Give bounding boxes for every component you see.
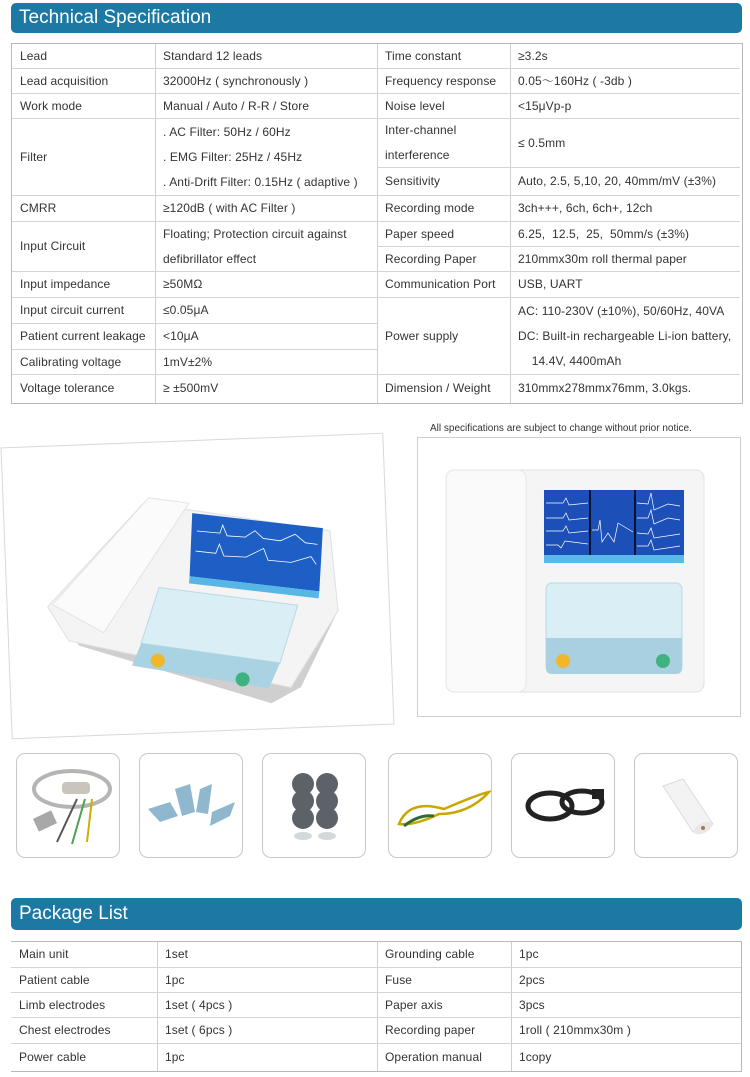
spec-label-line: Recording Paper bbox=[385, 251, 477, 266]
spec-label: Voltage tolerance bbox=[20, 381, 115, 395]
package-item: Power cable bbox=[19, 1049, 87, 1064]
package-item: Fuse bbox=[377, 968, 511, 993]
spec-value-line: . AC Filter: 50Hz / 60Hz bbox=[163, 124, 291, 139]
patient-cable-thumbnail bbox=[16, 753, 120, 858]
package-item: Operation manual bbox=[385, 1049, 482, 1064]
package-qty: 3pcs bbox=[511, 993, 741, 1018]
grounding-cable-thumbnail bbox=[388, 753, 492, 858]
spec-section-header bbox=[11, 3, 742, 33]
spec-label-line: Time constant bbox=[385, 48, 462, 63]
spec-value-line: ≤ 0.5mm bbox=[518, 135, 566, 150]
spec-label bbox=[377, 375, 510, 402]
spec-label-line: Dimension / Weight bbox=[385, 381, 491, 395]
spec-value-line: ≥50MΩ bbox=[163, 277, 203, 291]
spec-label-line: Frequency response bbox=[385, 73, 497, 88]
spec-value-line: ≥ ±500mV bbox=[163, 381, 219, 395]
spec-value bbox=[155, 272, 377, 298]
spec-label: Input circuit current bbox=[12, 298, 155, 324]
spec-value-line: 32000Hz ( synchronously ) bbox=[163, 73, 309, 88]
power-cable-icon bbox=[512, 754, 614, 857]
spec-value bbox=[155, 196, 377, 222]
spec-value bbox=[155, 375, 377, 402]
spec-disclaimer: All specifications are subject to change without prior notice. bbox=[430, 423, 692, 434]
spec-label-line: Inter-channel bbox=[385, 123, 457, 137]
package-qty: 1pc bbox=[511, 942, 741, 968]
spec-value-line: Manual / Auto / R-R / Store bbox=[163, 98, 310, 113]
spec-value-line: 14.4V, 4400mAh bbox=[518, 353, 622, 368]
spec-label bbox=[377, 298, 510, 375]
spec-label bbox=[377, 44, 510, 69]
spec-value bbox=[510, 247, 740, 272]
spec-value-line: 210mmx30m roll thermal paper bbox=[518, 251, 687, 266]
spec-value bbox=[155, 350, 377, 375]
spec-value bbox=[155, 222, 377, 272]
spec-label: Work mode bbox=[12, 94, 155, 119]
spec-label bbox=[377, 119, 510, 168]
spec-value-line: 6.25, 12.5, 25, 50mm/s (±3%) bbox=[518, 226, 690, 241]
spec-value-line: USB, UART bbox=[518, 277, 583, 291]
limb-electrodes-thumbnail bbox=[139, 753, 243, 858]
spec-value bbox=[155, 44, 377, 69]
spec-value bbox=[510, 94, 740, 119]
spec-label: Lead bbox=[12, 44, 155, 69]
package-item: Grounding cable bbox=[377, 942, 511, 968]
spec-label bbox=[377, 94, 510, 119]
chest-electrodes-icon bbox=[263, 754, 365, 857]
spec-value bbox=[510, 222, 740, 247]
spec-value-line: ≥3.2s bbox=[518, 48, 548, 63]
spec-value-line: . EMG Filter: 25Hz / 45Hz bbox=[163, 149, 303, 164]
spec-value bbox=[510, 272, 740, 298]
package-section-title: Package List bbox=[19, 903, 128, 924]
spec-value bbox=[155, 298, 377, 324]
spec-label: Lead acquisition bbox=[12, 69, 155, 94]
spec-label: Input Circuit bbox=[12, 222, 155, 272]
ecg-device-top-image bbox=[417, 437, 741, 717]
spec-label: Patient current leakage bbox=[12, 324, 155, 350]
grounding-cable-icon bbox=[389, 754, 491, 857]
spec-value bbox=[510, 196, 740, 222]
spec-value bbox=[510, 119, 740, 168]
spec-value-line: <10μA bbox=[163, 329, 199, 343]
package-qty: 1pc bbox=[165, 1049, 185, 1064]
package-qty: 1set ( 6pcs ) bbox=[157, 1018, 377, 1044]
spec-label-line: Power supply bbox=[385, 328, 459, 343]
spec-label bbox=[377, 168, 510, 196]
package-qty: 1set bbox=[157, 942, 377, 968]
spec-value-line: ≥120dB ( with AC Filter ) bbox=[163, 201, 296, 215]
spec-label: Input impedance bbox=[12, 272, 155, 298]
package-qty: 1copy bbox=[519, 1049, 552, 1064]
spec-value-line: ≤0.05μA bbox=[163, 303, 209, 317]
limb-electrodes-icon bbox=[140, 754, 242, 857]
spec-label-line: interference bbox=[385, 148, 450, 162]
spec-value bbox=[510, 168, 740, 196]
patient-cable-icon bbox=[17, 754, 119, 857]
package-item: Limb electrodes bbox=[11, 993, 157, 1018]
spec-label: Filter bbox=[12, 119, 155, 196]
spec-value-line: AC: 110-230V (±10%), 50/60Hz, 40VA bbox=[518, 303, 725, 318]
spec-value-line: 1mV±2% bbox=[163, 354, 213, 369]
package-qty: 1pc bbox=[157, 968, 377, 993]
spec-label-line: Sensitivity bbox=[385, 174, 441, 188]
package-item: Patient cable bbox=[11, 968, 157, 993]
spec-label-line: Paper speed bbox=[385, 226, 455, 241]
package-item: Recording paper bbox=[377, 1018, 511, 1044]
package-section-header bbox=[11, 898, 742, 930]
spec-label bbox=[377, 196, 510, 222]
spec-label-line: Noise level bbox=[385, 98, 445, 113]
spec-label: CMRR bbox=[12, 196, 155, 222]
spec-value-line: DC: Built-in rechargeable Li-ion battery, bbox=[518, 328, 732, 343]
power-cable-thumbnail bbox=[511, 753, 615, 858]
spec-value-line: . Anti-Drift Filter: 0.15Hz ( adaptive ) bbox=[163, 174, 358, 189]
spec-label-line: Communication Port bbox=[385, 277, 496, 291]
spec-table bbox=[11, 43, 743, 404]
spec-label bbox=[377, 247, 510, 272]
spec-value-line: 310mmx278mmx76mm, 3.0kgs. bbox=[518, 381, 692, 395]
spec-label bbox=[377, 222, 510, 247]
ecg-device-top-icon bbox=[418, 438, 740, 716]
recording-paper-thumbnail bbox=[634, 753, 738, 858]
package-item: Chest electrodes bbox=[11, 1018, 157, 1044]
spec-value bbox=[155, 119, 377, 196]
spec-value bbox=[510, 375, 740, 402]
paper-roll-icon bbox=[635, 754, 737, 857]
spec-value-line: 0.05～160Hz ( -3db ) bbox=[518, 73, 632, 88]
spec-value-line: 3ch+++, 6ch, 6ch+, 12ch bbox=[518, 201, 653, 215]
spec-value bbox=[155, 324, 377, 350]
spec-label: Calibrating voltage bbox=[12, 350, 155, 375]
spec-value bbox=[155, 69, 377, 94]
spec-value-line: Standard 12 leads bbox=[163, 48, 263, 63]
spec-value-line: Auto, 2.5, 5,10, 20, 40mm/mV (±3%) bbox=[518, 174, 717, 188]
package-item: Paper axis bbox=[377, 993, 511, 1018]
spec-value-line: Floating; Protection circuit against bbox=[163, 226, 347, 241]
ecg-device-angled-image bbox=[1, 433, 395, 739]
package-table bbox=[11, 941, 742, 1072]
spec-value bbox=[510, 69, 740, 94]
package-item: Main unit bbox=[11, 942, 157, 968]
package-qty: 1set ( 4pcs ) bbox=[157, 993, 377, 1018]
spec-label bbox=[377, 69, 510, 94]
spec-value bbox=[510, 298, 740, 375]
chest-electrodes-thumbnail bbox=[262, 753, 366, 858]
spec-label-line: Recording mode bbox=[385, 201, 475, 215]
package-qty: 2pcs bbox=[511, 968, 741, 993]
spec-value-line: <15μVp-p bbox=[518, 98, 572, 113]
package-qty: 1roll ( 210mmx30m ) bbox=[511, 1018, 741, 1044]
spec-value bbox=[510, 44, 740, 69]
spec-value bbox=[155, 94, 377, 119]
spec-value-line: defibrillator effect bbox=[163, 251, 257, 266]
spec-label bbox=[377, 272, 510, 298]
ecg-device-angled-icon bbox=[2, 434, 394, 738]
spec-section-title: Technical Specification bbox=[19, 7, 212, 28]
